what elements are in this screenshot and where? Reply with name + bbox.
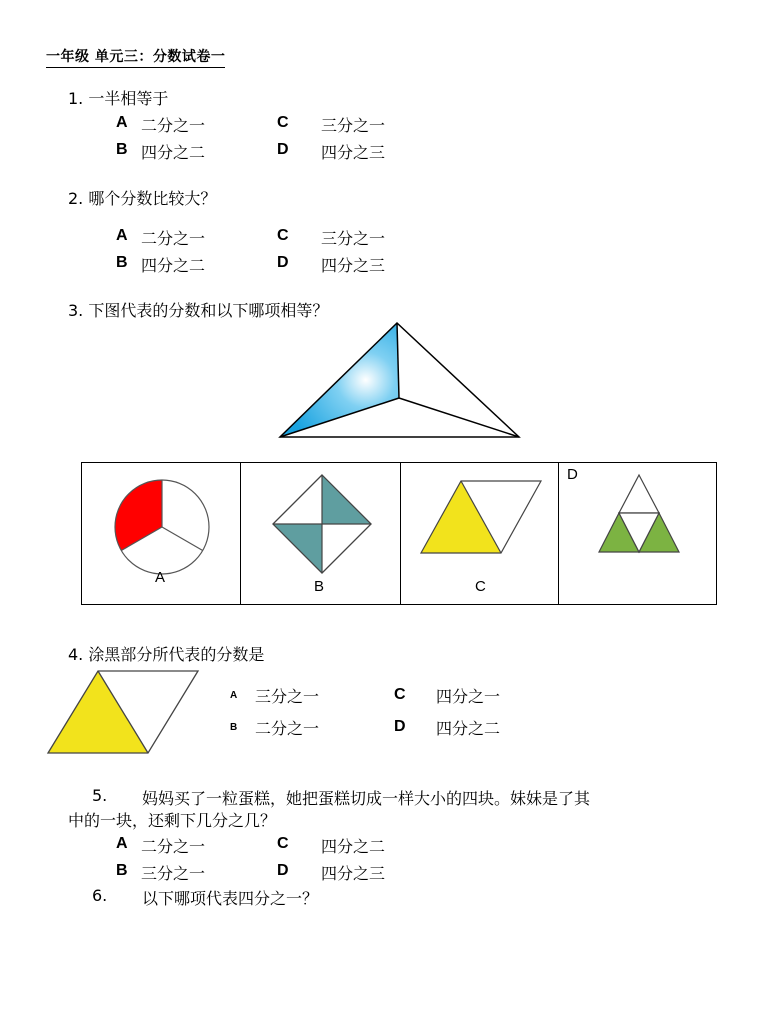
question-2-text: 2. 哪个分数比较大？ bbox=[68, 189, 217, 208]
choice-b-label: B bbox=[314, 578, 325, 595]
q4-option-c-text: 四分之一 bbox=[436, 687, 501, 706]
question-4-text: 4. 涂黑部分所代表的分数是 bbox=[68, 645, 265, 664]
page-title: 一年级 单元三：分数试卷一 bbox=[46, 46, 225, 68]
q4-option-b-text: 二分之一 bbox=[255, 719, 320, 738]
q1-option-c-text: 三分之一 bbox=[321, 116, 386, 135]
choice-d-label: D bbox=[567, 466, 578, 483]
q4-option-b-letter: B bbox=[230, 722, 238, 733]
q2-option-c-text: 三分之一 bbox=[321, 229, 386, 248]
q5-option-b-letter: B bbox=[116, 862, 128, 879]
q5-option-d-letter: D bbox=[277, 862, 289, 879]
q4-option-a-text: 三分之一 bbox=[255, 687, 320, 706]
q5-option-d-text: 四分之三 bbox=[321, 864, 386, 883]
q5-option-b-text: 三分之一 bbox=[141, 864, 206, 883]
question-5-line-2: 中的一块，还剩下几分之几？ bbox=[68, 811, 277, 830]
choice-c-label: C bbox=[475, 578, 486, 595]
q2-option-a-text: 二分之一 bbox=[141, 229, 206, 248]
q3-choice-c[interactable] bbox=[400, 463, 558, 604]
q1-option-b-letter: B bbox=[116, 141, 128, 158]
parallelogram-figure bbox=[419, 477, 543, 557]
q2-option-d-letter: D bbox=[277, 254, 289, 271]
q3-choice-a[interactable] bbox=[82, 463, 240, 604]
q3-choice-d[interactable] bbox=[558, 463, 716, 604]
q3-choice-table bbox=[81, 462, 717, 605]
question-5-number: 5. bbox=[92, 786, 108, 805]
q5-option-a-text: 二分之一 bbox=[141, 837, 206, 856]
q4-option-a-letter: A bbox=[230, 690, 238, 701]
q5-option-c-text: 四分之二 bbox=[321, 837, 386, 856]
choice-a-label: A bbox=[155, 569, 166, 586]
q2-option-d-text: 四分之三 bbox=[321, 256, 386, 275]
question-6-number: 6. bbox=[92, 886, 108, 905]
diamond-figure bbox=[271, 473, 373, 575]
q1-option-b-text: 四分之二 bbox=[141, 143, 206, 162]
q1-option-a-letter: A bbox=[116, 114, 128, 131]
q4-parallelogram-figure bbox=[46, 668, 202, 756]
q4-shaded-triangle bbox=[48, 671, 148, 753]
question-1-text: 1. 一半相等于 bbox=[68, 89, 169, 108]
q1-option-d-letter: D bbox=[277, 141, 289, 158]
parallelogram-shaded-triangle bbox=[421, 481, 501, 553]
q1-option-d-text: 四分之三 bbox=[321, 143, 386, 162]
q3-choice-b[interactable] bbox=[240, 463, 400, 604]
question-3-text: 3. 下图代表的分数和以下哪项相等？ bbox=[68, 301, 329, 320]
q2-option-c-letter: C bbox=[277, 227, 289, 244]
q1-option-a-text: 二分之一 bbox=[141, 116, 206, 135]
q5-option-a-letter: A bbox=[116, 835, 128, 852]
q2-option-b-text: 四分之二 bbox=[141, 256, 206, 275]
q1-option-c-letter: C bbox=[277, 114, 289, 131]
pie-figure bbox=[110, 475, 214, 579]
q4-option-d-text: 四分之二 bbox=[436, 719, 501, 738]
question-5-line-1: 妈妈买了一粒蛋糕，她把蛋糕切成一样大小的四块。妹妹是了其 bbox=[142, 789, 591, 808]
q3-triangle-figure bbox=[278, 320, 522, 440]
q2-option-b-letter: B bbox=[116, 254, 128, 271]
question-6-text: 以下哪项代表四分之一？ bbox=[142, 889, 319, 908]
q5-option-c-letter: C bbox=[277, 835, 289, 852]
triforce-figure bbox=[595, 473, 683, 555]
q4-option-d-letter: D bbox=[394, 718, 406, 735]
q2-option-a-letter: A bbox=[116, 227, 128, 244]
q4-option-c-letter: C bbox=[394, 686, 406, 703]
